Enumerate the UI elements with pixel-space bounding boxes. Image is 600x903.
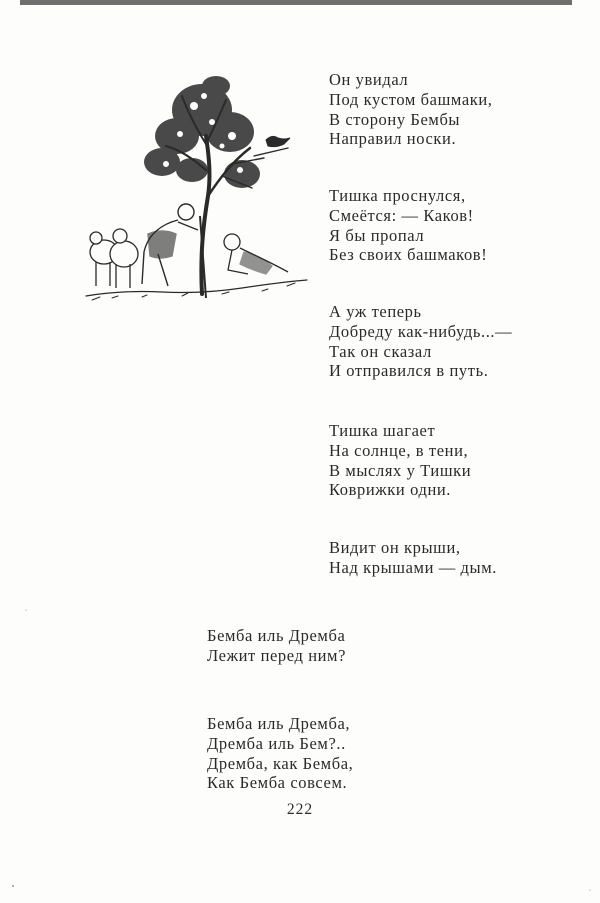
verse-line: Над крышами — дым. (329, 557, 498, 577)
verse-line: Без своих башмаков! (329, 245, 488, 265)
stanza-4 (329, 421, 471, 500)
stanza-1 (329, 70, 493, 149)
verse-line: Бемба иль Дремба, (207, 714, 351, 733)
verse-line: Коврижки одни. (329, 480, 452, 500)
verse-line: И отправился в путь. (329, 361, 489, 381)
verse-line: На солнце, в тени, (329, 440, 469, 460)
verse-line: Тишка проснулся, (329, 186, 466, 205)
verse-line: Так он сказал (329, 341, 432, 361)
verse-line: В мыслях у Тишки (329, 460, 472, 480)
stanza-6 (207, 626, 346, 666)
page-number: 222 (286, 801, 314, 818)
verse-line: Как Бемба совсем. (207, 773, 348, 793)
top-rule (20, 0, 572, 5)
stanza-5 (329, 538, 497, 578)
verse-line: Добреду как-нибудь...— (329, 321, 513, 341)
verse-line: В сторону Бембы (329, 109, 461, 129)
verse-line: Под кустом башмаки, (329, 89, 493, 109)
illustration-tree-lambs-boy (82, 66, 314, 306)
stanza-7 (207, 714, 353, 793)
verse-line: Тишка шагает (329, 421, 436, 440)
verse-line: Лежит перед ним? (207, 645, 347, 665)
verse-line: А уж теперь (329, 302, 422, 321)
verse-line: Он увидал (329, 70, 409, 89)
verse-line: Бемба иль Дремба (207, 626, 346, 645)
verse-line: Видит он крыши, (329, 538, 461, 557)
verse-line: Я бы пропал (329, 225, 425, 245)
verse-line: Дремба иль Бем?.. (207, 733, 346, 753)
stanza-2 (329, 186, 487, 265)
verse-line: Направил носки. (329, 129, 457, 149)
verse-line: Смеётся: — Каков! (329, 205, 474, 225)
stanza-3 (329, 302, 512, 381)
verse-line: Дремба, как Бемба, (207, 753, 354, 773)
